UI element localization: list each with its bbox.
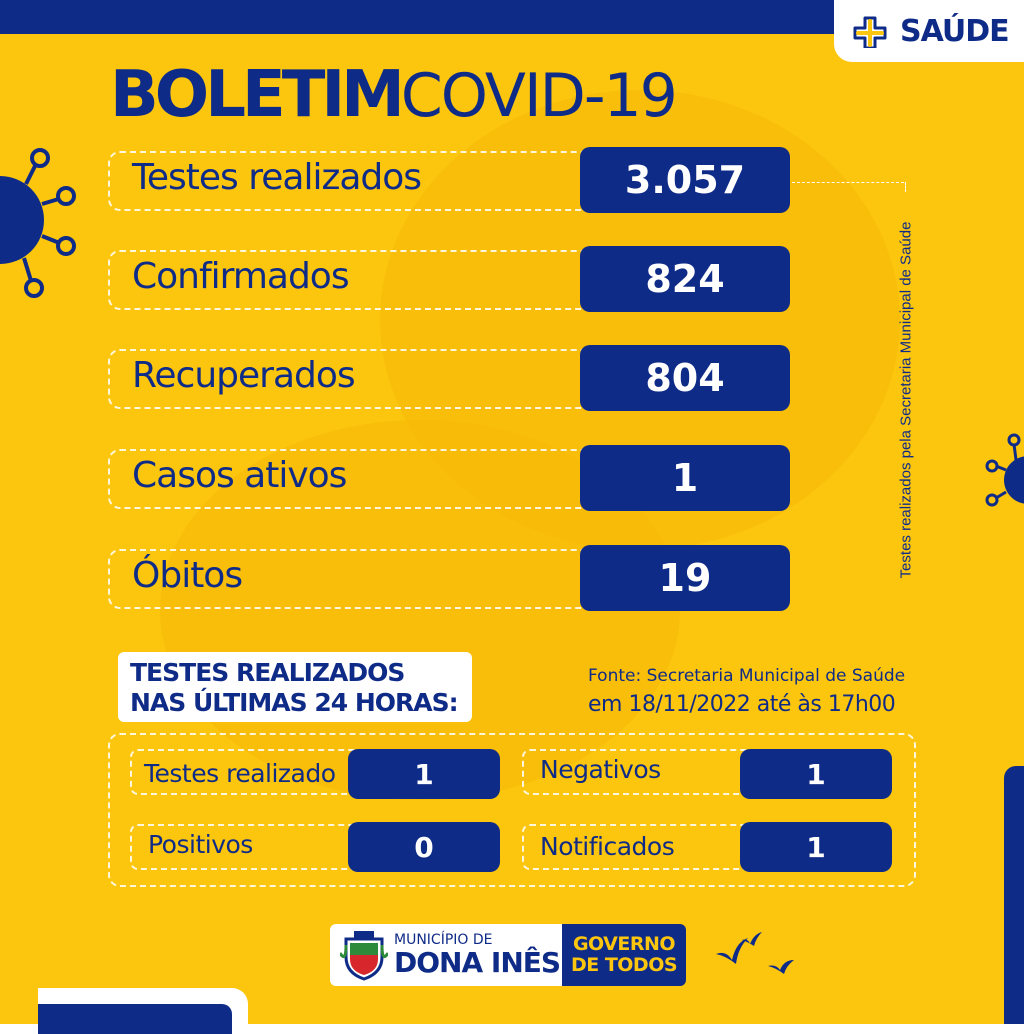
last-24h-item [522,822,892,870]
item-value: 1 [740,749,892,799]
coat-of-arms-icon [340,929,388,981]
stat-label: Recuperados [132,355,355,396]
stat-label: Casos ativos [132,455,347,496]
stat-label: Óbitos [132,555,243,596]
vertical-note-text: Testes realizados pela Secretaria Municipal de Saúde [897,221,915,579]
stat-value: 3.057 [580,147,790,213]
virus-icon [984,430,1024,530]
connector-line [792,182,904,183]
item-value: 0 [348,822,500,872]
stat-row [108,246,788,310]
item-label: Positivos [148,830,253,859]
stat-label: Confirmados [132,256,349,297]
saude-badge [834,0,1024,62]
item-label: Notificados [540,832,675,861]
municipio-label: MUNICÍPIO DE [394,932,493,948]
virus-icon [0,140,80,300]
last-24h-line2: NAS ÚLTIMAS 24 HORAS: [130,688,458,717]
stat-row [108,545,788,609]
page-title [110,58,676,132]
stat-row [108,445,788,509]
stat-row [108,147,788,211]
plus-cross-icon [850,14,890,48]
last-24h-item [130,749,500,797]
governo-line1: GOVERNO [572,933,676,955]
stat-value: 19 [580,545,790,611]
corner-decoration [38,1004,232,1034]
stat-label: Testes realizados [132,157,422,198]
item-label: Negativos [540,755,661,784]
item-value: 1 [348,749,500,799]
municipio-logo [330,924,562,986]
stat-value: 1 [580,445,790,511]
source-line1: Fonte: Secretaria Municipal de Saúde [588,666,906,686]
item-value: 1 [740,822,892,872]
last-24h-line1: TESTES REALIZADOS [130,658,405,687]
source-line2: em 18/11/2022 até às 17h00 [588,692,896,717]
stat-value: 824 [580,246,790,312]
last-24h-label [118,652,472,722]
source-note [588,666,905,717]
stat-value: 804 [580,345,790,411]
stat-row [108,345,788,409]
municipio-text [394,933,560,977]
vertical-note [897,190,915,610]
title-covid: COVID-19 [400,61,676,131]
governo-badge [562,924,686,986]
brand-label: SAÚDE [900,13,1009,49]
last-24h-item [522,749,892,797]
corner-decoration [1004,766,1024,1024]
birds-icon [712,924,812,984]
governo-line2: DE TODOS [570,954,678,976]
title-boletim: BOLETIM [110,58,401,132]
city-name: DONA INÊS [394,946,561,979]
footer-logo [330,924,686,986]
last-24h-item [130,822,500,870]
item-label: Testes realizado [144,759,336,788]
